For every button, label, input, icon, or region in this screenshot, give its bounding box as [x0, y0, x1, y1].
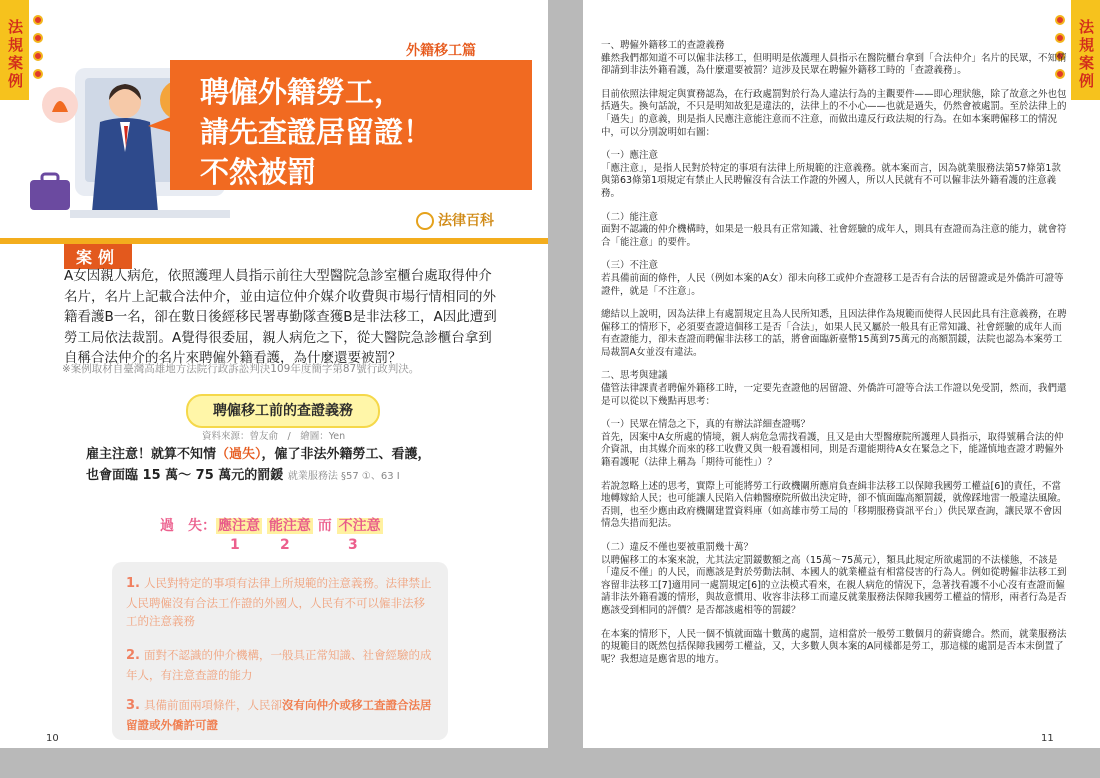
article-body — [601, 40, 1069, 677]
employer-notice: 雇主注意！就算不知情（過失），僱了非法外籍勞工、看護， 也會面臨 15 萬～ 75 萬元的罰鍰 就業服務法 §57 ①、63 Ⅰ — [86, 447, 431, 483]
article-paragraph: 若說忽略上述的思考，實際上可能將勞工行政機關所應肩負查緝非法移工以保障我國勞工權益[6]的責任，不當地轉嫁給人民；也可能讓人民陷入信賴醫療院所做出決定時，卻不慎面臨高額罰鍰，就像踩地雷一般違法風險。否則，也至少應由政府機關建置資料庫（如高雄市勞工局的「移期服務資訊平台」）供民眾查詢，讓民眾不會因情急失措而犯法。 — [601, 480, 1067, 530]
ornament-dot-icon — [33, 33, 43, 43]
law-reference: 就業服務法 §57 ①、63 Ⅰ — [287, 471, 400, 482]
article-paragraph: （一）民眾在情急之下，真的有辦法詳細查證嗎？ 首先，因案中A女所處的情境，親人病危急需找看護，且又是由大型醫療院所護理人員指示，取得號稱合法的仲介資訊，由其媒介而來的移工收費又與一般看護相同，則是否還能期待A女在緊急之下，能謹慎地查證才聘僱外籍看護呢（法律上稱為「期待可能性」）？ — [601, 419, 1064, 469]
logo-icon — [416, 212, 434, 230]
left-page — [0, 0, 548, 748]
infographic-source: 資料來源：曾友俞 / 繪圖：Yen — [202, 431, 346, 442]
conditions-box — [112, 562, 448, 740]
condition-item: 3. 具備前面兩項條件，人民卻沒有向仲介或移工查證合法居留證或外僑許可證 — [126, 698, 432, 732]
case-text: A女因親人病危，依照護理人員指示前往大型醫院急診室櫃台處取得仲介名片，名片上記載合法仲介，並由這位仲介媒介收費與市場行情相同的外籍看護B一名，卻在數日後經移民署專勤隊查獲B是非法移工，A因此遭到勞工局依法裁罰。A覺得很委屈，親人病危之下，從大醫院急診櫃台拿到自稱合法仲介的名片來聘僱外籍看護，為什麼還要被罰？ — [64, 268, 497, 366]
case-note: ※案例取材自臺灣高雄地方法院行政訴訟判決109年度簡字第87號行政判決。 — [62, 363, 420, 375]
article-paragraph: （三）不注意 若具備前面的條件，人民（例如本案的A女）卻未向移工或仲介查證移工是否有合法的居留證或是外僑許可證等證件，就是「不注意」。 — [601, 260, 1064, 297]
page-title: 聘僱外籍勞工， 請先查證居留證！ 不然被罰 — [200, 75, 433, 189]
category-tag: 外籍移工篇 — [406, 43, 476, 59]
logo-text: 法律百科 — [438, 213, 494, 229]
right-page — [583, 0, 1100, 748]
case-heading: 案例 — [64, 244, 132, 269]
article-paragraph: 二、思考與建議 儘管法律課責者聘僱外籍移工時，一定要先查證他的居留證、外僑許可證等合法工作證以免受罰，然而，我們還是可以從以下幾點再思考： — [601, 370, 1067, 407]
briefcase-icon — [30, 180, 70, 210]
brand-logo — [416, 210, 494, 230]
page-number: 11 — [1041, 733, 1054, 744]
article-paragraph: （二）違反不僅也要被重罰幾十萬？ 以聘僱移工的本案來說，尤其法定罰鍰數額之高（15萬～75萬元），類具此規定所欲處罰的不法樣態，不該是「違反不僅」的人民，而應該是對於勞動法制、本國人的就業權益有相當侵害的行為人。例如從聘僱非法移工到容留非法移工[7]適用同一處罰規定[6]的立法模式看來，在親人病危的情況下，急著找看護不小心沒有查證而僱請非法外籍看護的情形，與故意慣用、收容非法移工而違反就業服務法保障我國勞工權益的情形，兩者行為是否應該受到相同的評價？是否都該處相等的罰鍰？ — [601, 542, 1067, 616]
article-paragraph: （一）應注意 「應注意」，是指人民對於特定的事項有法律上所規範的注意義務。就本案而言，因為就業服務法第57條第1款與第63條第1項規定有禁止人民聘僱沒有合法工作證的外國人，所以人民就有不可以僱非法外籍看護的注意義務。 — [601, 150, 1061, 199]
article-paragraph: 在本案的情形下，人民一個不慎就面臨十數萬的處罰，這相當於一般勞工數個月的薪資總合。然而，就業服務法的規範目的既然包括保障我國勞工權益，又，大多數人與本案的A同樣都是勞工，那這樣的處罰是否本末倒置了呢？我想這是應省思的地方。 — [601, 628, 1067, 665]
article-paragraph: 目前依照法律規定與實務認為，在行政處罰對於行為人違法行為的主觀要件——即心理狀態，除了故意之外也包括過失。換句話說，不只是明知故犯是違法的，法律上的不小心——也就是過失，仍然會被處罰。至於法律上的「過失」的意義，則是指人民應注意能注意而不注意，而做出違反行政法規的行為。在如本案聘僱移工的情況中，可以分別說明如右圖： — [601, 88, 1067, 138]
ornament-dot-icon — [33, 15, 43, 25]
side-tab-right: 法規案例 — [1071, 0, 1100, 100]
fault-number: 2 — [280, 537, 290, 553]
side-tab-left: 法規案例 — [0, 0, 29, 100]
article-paragraph: （二）能注意 面對不認識的仲介機構時，如果是一般具有正常知識、社會經驗的成年人，則具有查證而為注意的能力，就會符合「能注意」的要件。 — [601, 211, 1067, 248]
infographic-title: 聘僱移工前的查證義務 — [186, 394, 380, 428]
condition-item: 2. 面對不認識的仲介機構，一般具正常知識、社會經驗的成年人，有注意查證的能力 — [126, 648, 432, 682]
condition-item: 1. 人民對特定的事項有法律上所規範的注意義務。法律禁止人民聘僱沒有合法工作證的外國人，人民有不可以僱非法移工的注意義務 — [126, 576, 432, 628]
title-banner — [170, 60, 532, 190]
ornament-dot-icon — [1055, 15, 1065, 25]
article-paragraph: 總結以上說明，因為法律上有處罰規定且為人民所知悉，且因法律作為規範而使得人民因此具有注意義務，在聘僱移工的情形下，必須要查證這個移工是否「合法」，如果人民又屬於一般具有正常知識、社會經驗的成年人而有查證能力，卻未查證而聘僱非法移工的話，將會面臨新臺幣15萬到75萬元的高額罰鍰，法院也認為本案勞工局裁罰A女並沒有違法。 — [601, 309, 1067, 358]
fault-number: 3 — [348, 537, 358, 553]
article-paragraph: 一、聘僱外籍移工的查證義務 雖然我們都知道不可以僱非法移工，但明明是依護理人員指示在醫院櫃台拿到「合法仲介」名片的民眾，不知情卻請到非法外籍看護，為什麼還要被罰？這涉及民眾在聘僱外籍移工時的「查證義務」。 — [601, 40, 1067, 77]
page-number: 10 — [46, 733, 59, 744]
fault-definition: 過 失： 應注意 能注意 而 不注意 — [160, 518, 381, 534]
fault-number: 1 — [230, 537, 240, 553]
